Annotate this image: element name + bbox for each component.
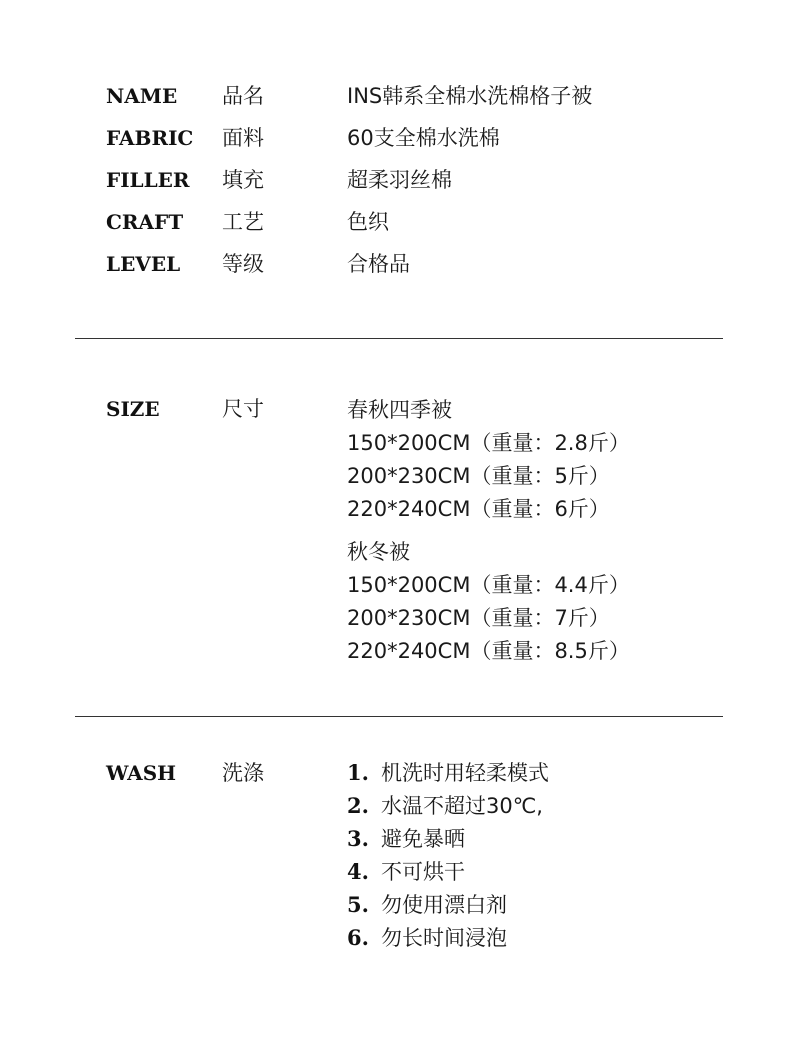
size-item: 150*200CM（重量：2.8斤） [347, 431, 630, 455]
wash-item [347, 857, 465, 887]
spec-label-en: CRAFT [106, 210, 184, 234]
wash-label-cn: 洗涤 [222, 761, 264, 785]
wash-item [347, 923, 507, 953]
section-divider [75, 338, 723, 339]
spec-label-en: FABRIC [106, 126, 194, 150]
spec-value: INS韩系全棉水洗棉格子被 [347, 84, 593, 108]
spec-row-craft [0, 207, 790, 241]
spec-row-name [0, 81, 790, 115]
size-group-title: 春秋四季被 [347, 398, 452, 422]
spec-label-cn: 面料 [222, 126, 264, 150]
spec-value: 超柔羽丝棉 [347, 168, 452, 192]
spec-label-cn: 工艺 [222, 210, 264, 234]
size-label-en: SIZE [106, 397, 160, 421]
wash-item-text: 不可烘干 [381, 860, 465, 884]
wash-item-number: 3. [347, 826, 369, 851]
wash-item [347, 791, 543, 821]
section-divider [75, 716, 723, 717]
spec-value: 合格品 [347, 252, 410, 276]
wash-item-number: 2. [347, 793, 369, 818]
size-item: 150*200CM（重量：4.4斤） [347, 573, 630, 597]
wash-item-text: 机洗时用轻柔模式 [381, 761, 549, 785]
spec-row-fabric [0, 123, 790, 157]
wash-item [347, 890, 507, 920]
wash-item-text: 水温不超过30℃, [381, 794, 543, 818]
spec-label-en: LEVEL [106, 252, 181, 276]
size-item: 200*230CM（重量：5斤） [347, 464, 610, 488]
size-group-title: 秋冬被 [347, 540, 410, 564]
size-item: 220*240CM（重量：8.5斤） [347, 639, 630, 663]
wash-item-number: 4. [347, 859, 369, 884]
wash-label-en: WASH [106, 761, 177, 785]
wash-item-number: 6. [347, 925, 369, 950]
wash-item [347, 824, 465, 854]
wash-item-number: 1. [347, 760, 369, 785]
spec-label-cn: 品名 [222, 84, 264, 108]
spec-label-en: FILLER [106, 168, 190, 192]
spec-label-cn: 等级 [222, 252, 264, 276]
size-item: 220*240CM（重量：6斤） [347, 497, 610, 521]
wash-item [347, 758, 549, 788]
wash-item-text: 勿长时间浸泡 [381, 926, 507, 950]
spec-row-filler [0, 165, 790, 199]
wash-item-number: 5. [347, 892, 369, 917]
spec-value: 色织 [347, 210, 389, 234]
wash-item-text: 避免暴晒 [381, 827, 465, 851]
spec-label-cn: 填充 [222, 168, 264, 192]
spec-value: 60支全棉水洗棉 [347, 126, 500, 150]
spec-label-en: NAME [106, 84, 178, 108]
size-label-cn: 尺寸 [222, 397, 264, 421]
spec-row-level [0, 249, 790, 283]
wash-item-text: 勿使用漂白剂 [381, 893, 507, 917]
size-item: 200*230CM（重量：7斤） [347, 606, 610, 630]
